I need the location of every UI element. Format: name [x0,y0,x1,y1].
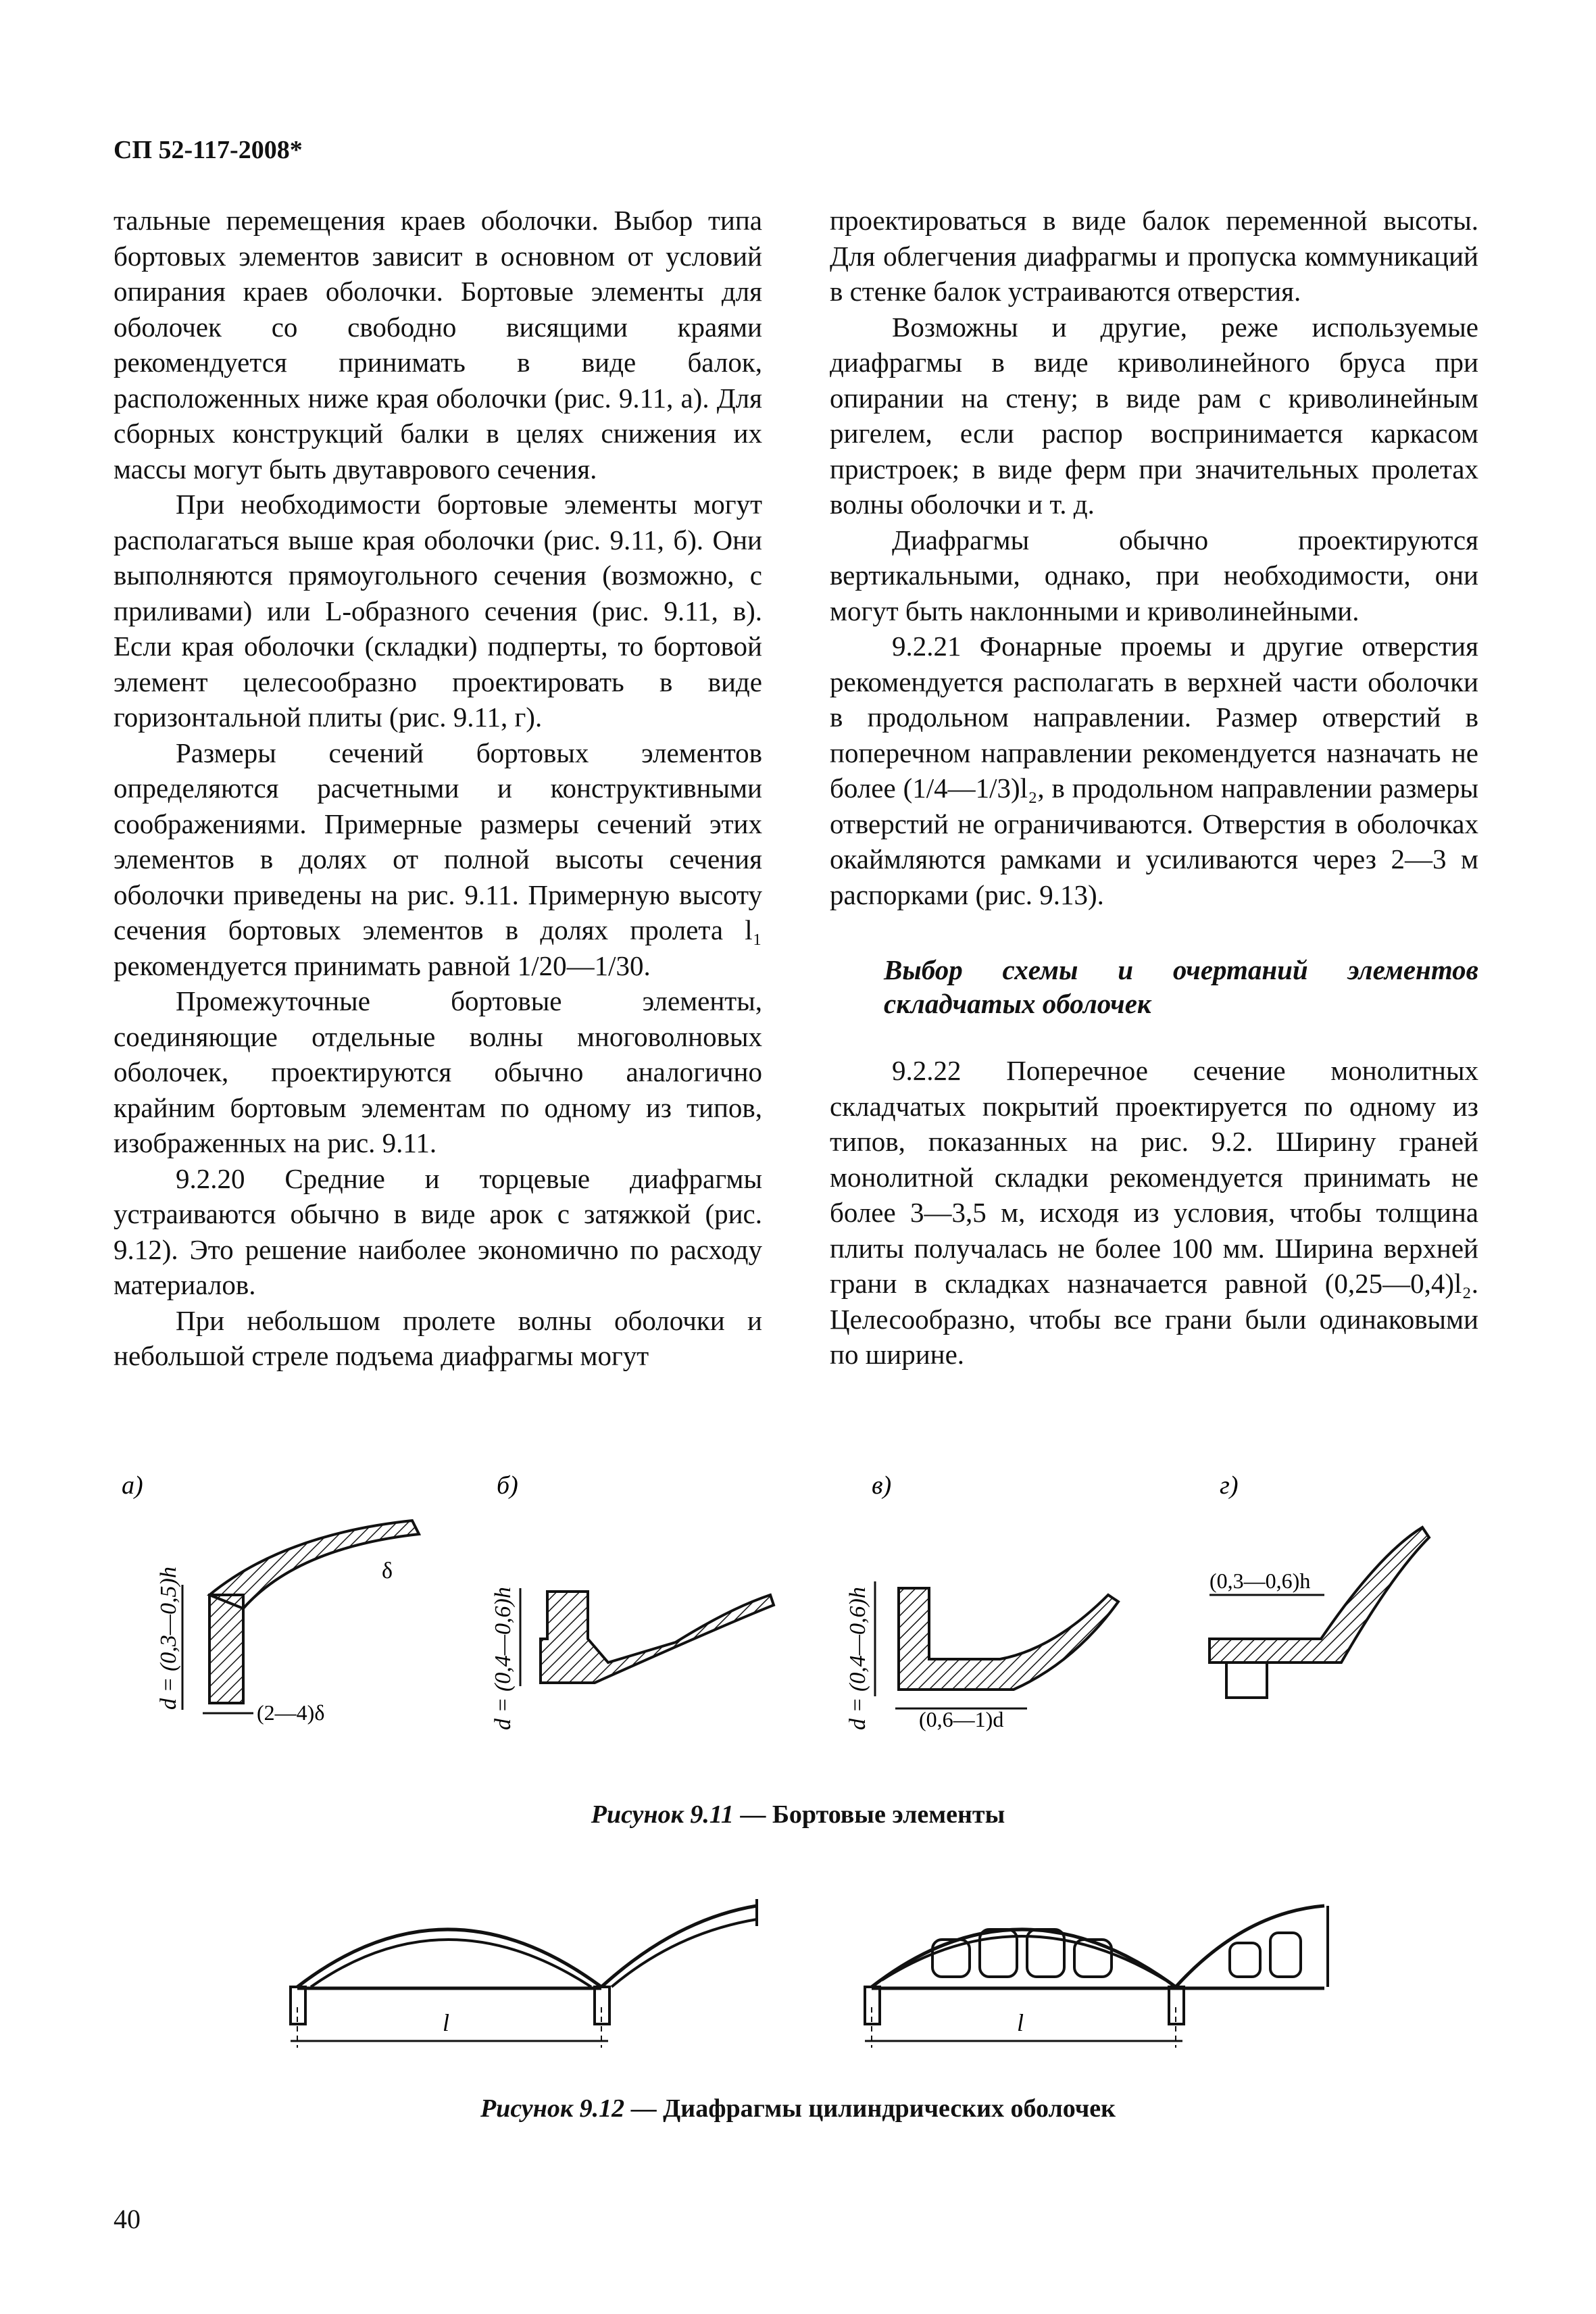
panel-label-a: а) [122,1471,143,1500]
caption-text: — Бортовые элементы [740,1800,1005,1829]
paragraph: проектироваться в виде балок переменной высоты. Для облегчения диафрагмы и пропуска коммуникаций в стенке балок устраиваются отверстия. [830,205,1478,307]
paragraph: Промежуточные бортовые элементы, соединяющие отдельные волны многоволновых оболочек, проектируются обычно аналогично крайним бортовым элементам по одному из типов, изображенных на рис. 9.11. [114,985,762,1158]
caption-label: Рисунок 9.11 [591,1800,734,1829]
paragraph: При небольшом пролете волны оболочки и небольшой стреле подъема диафрагмы могут [114,1304,762,1371]
edge-beam-c [899,1588,1118,1690]
figure-9-11-caption [0,1800,1596,1829]
right-column [830,203,1478,1373]
page-number: 40 [114,2204,141,2234]
height-label-b: d = (0,4—0,6)h [491,1587,516,1730]
height-label-c: d = (0,4—0,6)h [845,1587,870,1730]
paragraph: Размеры сечений бортовых элементов определяются расчетными и конструктивными соображениями. Примерные размеры сечений этих элементов в долях от полной высоты сечения оболочки приведены на рис. 9.11. Примерную высоту сечения бортовых элементов в долях пролета l₁ рекомендуется принимать равной 1/20—1/30. [114,737,762,981]
left-column [114,203,762,1374]
section-subheading: Выбор схемы и очертаний элементов складчатых оболочек [884,954,1478,1019]
panel-c [845,1471,1118,1731]
width-label-d: (0,3—0,6)h [1210,1569,1311,1593]
support-d [1226,1663,1267,1698]
span-label: l [1017,2009,1024,2036]
panel-label-b: б) [497,1471,518,1500]
delta-label: δ [382,1558,393,1583]
paragraph: 9.2.21 Фонарные проемы и другие отверстия рекомендуется располагать в верхней части оболочки в продольном направлении. Размер отверстий в поперечном направлении рекомендуется назначать не более (1/4—1/3)l₂, в продольном направлении размеры отверстий не ограничиваются. Отверстия в оболочках окаймляются рамками и усиливаются через 2—3 м распорками (рис. 9.13). [830,631,1478,910]
span-label: l [443,2009,450,2036]
paragraph: Диафрагмы обычно проектируются вертикальными, однако, при необходимости, они могут быть наклонными и криволинейными. [830,524,1478,626]
edge-beam-a [209,1595,243,1703]
paragraph: 9.2.20 Средние и торцевые диафрагмы устраиваются обычно в виде арок с затяжкой (рис. 9.12). Это решение наиболее экономично по расходу материалов. [114,1162,762,1300]
panel-a [122,1471,419,1725]
height-label-a: d = (0,3—0,5)h [156,1567,181,1710]
paragraph: Возможны и другие, реже используемые диафрагмы в виде криволинейного бруса при опирании на стену; в виде рам с криволинейным ригелем, если распор воспринимается каркасом пристроек; в виде ферм при значительных пролетах волны оболочки и т. д. [830,311,1478,520]
caption-text: — Диафрагмы цилиндрических оболочек [630,2094,1116,2123]
width-label-c: (0,6—1)d [919,1707,1004,1731]
paragraph: тальные перемещения краев оболочки. Выбор типа бортовых элементов зависит в основном от условий опирания краев оболочки. Бортовые элементы для оболочек со свободно висящими краями рекомендуется принимать в виде балок, расположенных ниже края оболочки (рис. 9.11, а). Для сборных конструкций балки в целях снижения их массы могут быть двутаврового сечения. [114,205,762,485]
paragraph: 9.2.22 Поперечное сечение монолитных складчатых покрытий проектируется по одному из типов, показанных на рис. 9.2. Ширину граней монолитной складки рекомендуется принимать не более 3—3,5 м, исходя из условия, чтобы толщина плиты получалась не более 100 мм. Ширина верхней грани в складках назначается равной (0,25—0,4)l₂. Целесообразно, чтобы все грани были одинаковыми по ширине. [830,1055,1478,1370]
panel-d [1210,1471,1429,1698]
figure-9-12-caption [0,2094,1596,2123]
diaphragm-variable-beam [865,1906,1328,2048]
document-code: СП 52-117-2008* [114,136,303,164]
edge-beam-b [541,1592,774,1683]
panel-label-d: г) [1220,1471,1239,1500]
caption-label: Рисунок 9.12 [480,2094,625,2123]
diaphragm-arch-with-tie [291,1899,757,2048]
panel-label-c: в) [872,1471,892,1500]
figure-9-12 [0,1879,1596,2048]
panel-b [491,1471,774,1730]
width-label-a: (2—4)δ [257,1700,325,1725]
paragraph: При необходимости бортовые элементы могут располагаться выше края оболочки (рис. 9.11, б). Они выполняются прямоугольного сечения (возможно, с приливами) или L-образного сечения (рис. 9.11, в). Если края оболочки (складки) подперты, то бортовой элемент целесообразно проектировать в виде горизонтальной плиты (рис. 9.11, г). [114,489,762,733]
figure-9-11 [0,1460,1596,1771]
